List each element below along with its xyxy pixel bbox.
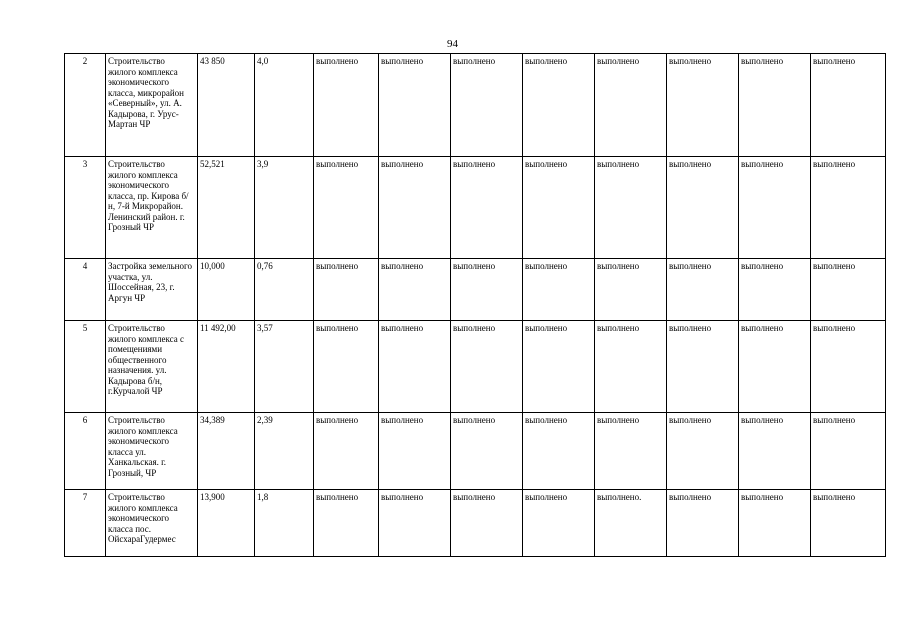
area-value: 11 492,00: [198, 321, 255, 413]
status-cell: выполнено: [667, 157, 739, 259]
area-value: 43 850: [198, 54, 255, 157]
status-cell: выполнено: [595, 413, 667, 490]
status-cell: выполнено: [811, 490, 886, 557]
status-cell: выполнено: [379, 321, 451, 413]
status-cell: выполнено: [667, 490, 739, 557]
status-cell: выполнено: [379, 413, 451, 490]
status-cell: выполнено: [667, 259, 739, 321]
status-cell: выполнено: [451, 54, 523, 157]
area-value: 13,900: [198, 490, 255, 557]
status-cell: выполнено: [314, 259, 379, 321]
status-cell: выполнено: [739, 54, 811, 157]
table-row: [65, 490, 886, 557]
measure-value: 0,76: [255, 259, 314, 321]
status-cell: выполнено: [667, 54, 739, 157]
object-name: Строительство жилого комплекса экономического класса пос. ОйсхараГудермес: [106, 490, 198, 557]
table-row: [65, 321, 886, 413]
status-cell: выполнено: [667, 321, 739, 413]
status-cell: выполнено: [379, 157, 451, 259]
status-cell: выполнено.: [595, 490, 667, 557]
status-cell: выполнено: [523, 490, 595, 557]
object-name: Строительство жилого комплекса экономического класса, микрорайон «Северный», ул. А. Кадырова, г. Урус-Мартан ЧР: [106, 54, 198, 157]
object-name: Строительство жилого комплекса экономического класса, пр. Кирова б/н, 7-й Микрорайон. Ленинский район. г. Грозный ЧР: [106, 157, 198, 259]
status-cell: выполнено: [314, 321, 379, 413]
status-cell: выполнено: [739, 413, 811, 490]
area-value: 10,000: [198, 259, 255, 321]
status-cell: выполнено: [451, 157, 523, 259]
table-row: [65, 54, 886, 157]
status-cell: выполнено: [314, 54, 379, 157]
page-number: 94: [447, 38, 458, 50]
status-cell: выполнено: [811, 259, 886, 321]
status-cell: выполнено: [379, 259, 451, 321]
status-cell: выполнено: [523, 259, 595, 321]
measure-value: 1,8: [255, 490, 314, 557]
status-cell: выполнено: [523, 413, 595, 490]
table-body: [65, 54, 886, 557]
table-row: [65, 259, 886, 321]
row-number: 7: [65, 490, 106, 557]
status-cell: выполнено: [595, 259, 667, 321]
row-number: 3: [65, 157, 106, 259]
status-cell: выполнено: [314, 413, 379, 490]
status-cell: выполнено: [739, 259, 811, 321]
object-name: Строительство жилого комплекса экономического класса ул. Ханкальская. г. Грозный, ЧР: [106, 413, 198, 490]
status-cell: выполнено: [811, 321, 886, 413]
status-cell: выполнено: [667, 413, 739, 490]
measure-value: 3,9: [255, 157, 314, 259]
status-cell: выполнено: [451, 413, 523, 490]
status-cell: выполнено: [811, 413, 886, 490]
status-cell: выполнено: [739, 321, 811, 413]
measure-value: 3,57: [255, 321, 314, 413]
measure-value: 2,39: [255, 413, 314, 490]
object-name: Строительство жилого комплекса с помещениями общественного назначения. ул. Кадырова б/н, г.Курчалой ЧР: [106, 321, 198, 413]
status-cell: выполнено: [595, 321, 667, 413]
status-cell: выполнено: [523, 54, 595, 157]
status-cell: выполнено: [739, 157, 811, 259]
area-value: 34,389: [198, 413, 255, 490]
row-number: 5: [65, 321, 106, 413]
status-cell: выполнено: [595, 54, 667, 157]
status-cell: выполнено: [811, 54, 886, 157]
measure-value: 4,0: [255, 54, 314, 157]
table-row: [65, 157, 886, 259]
status-cell: выполнено: [739, 490, 811, 557]
table-row: [65, 413, 886, 490]
status-cell: выполнено: [451, 321, 523, 413]
row-number: 2: [65, 54, 106, 157]
row-number: 6: [65, 413, 106, 490]
object-name: Застройка земельного участка, ул. Шоссейная, 23, г. Аргун ЧР: [106, 259, 198, 321]
status-cell: выполнено: [523, 157, 595, 259]
row-number: 4: [65, 259, 106, 321]
status-cell: выполнено: [451, 259, 523, 321]
status-cell: выполнено: [811, 157, 886, 259]
status-cell: выполнено: [314, 490, 379, 557]
status-cell: выполнено: [314, 157, 379, 259]
status-cell: выполнено: [379, 54, 451, 157]
construction-status-table: [64, 53, 886, 557]
area-value: 52,521: [198, 157, 255, 259]
status-cell: выполнено: [595, 157, 667, 259]
status-cell: выполнено: [451, 490, 523, 557]
status-cell: выполнено: [523, 321, 595, 413]
status-cell: выполнено: [379, 490, 451, 557]
